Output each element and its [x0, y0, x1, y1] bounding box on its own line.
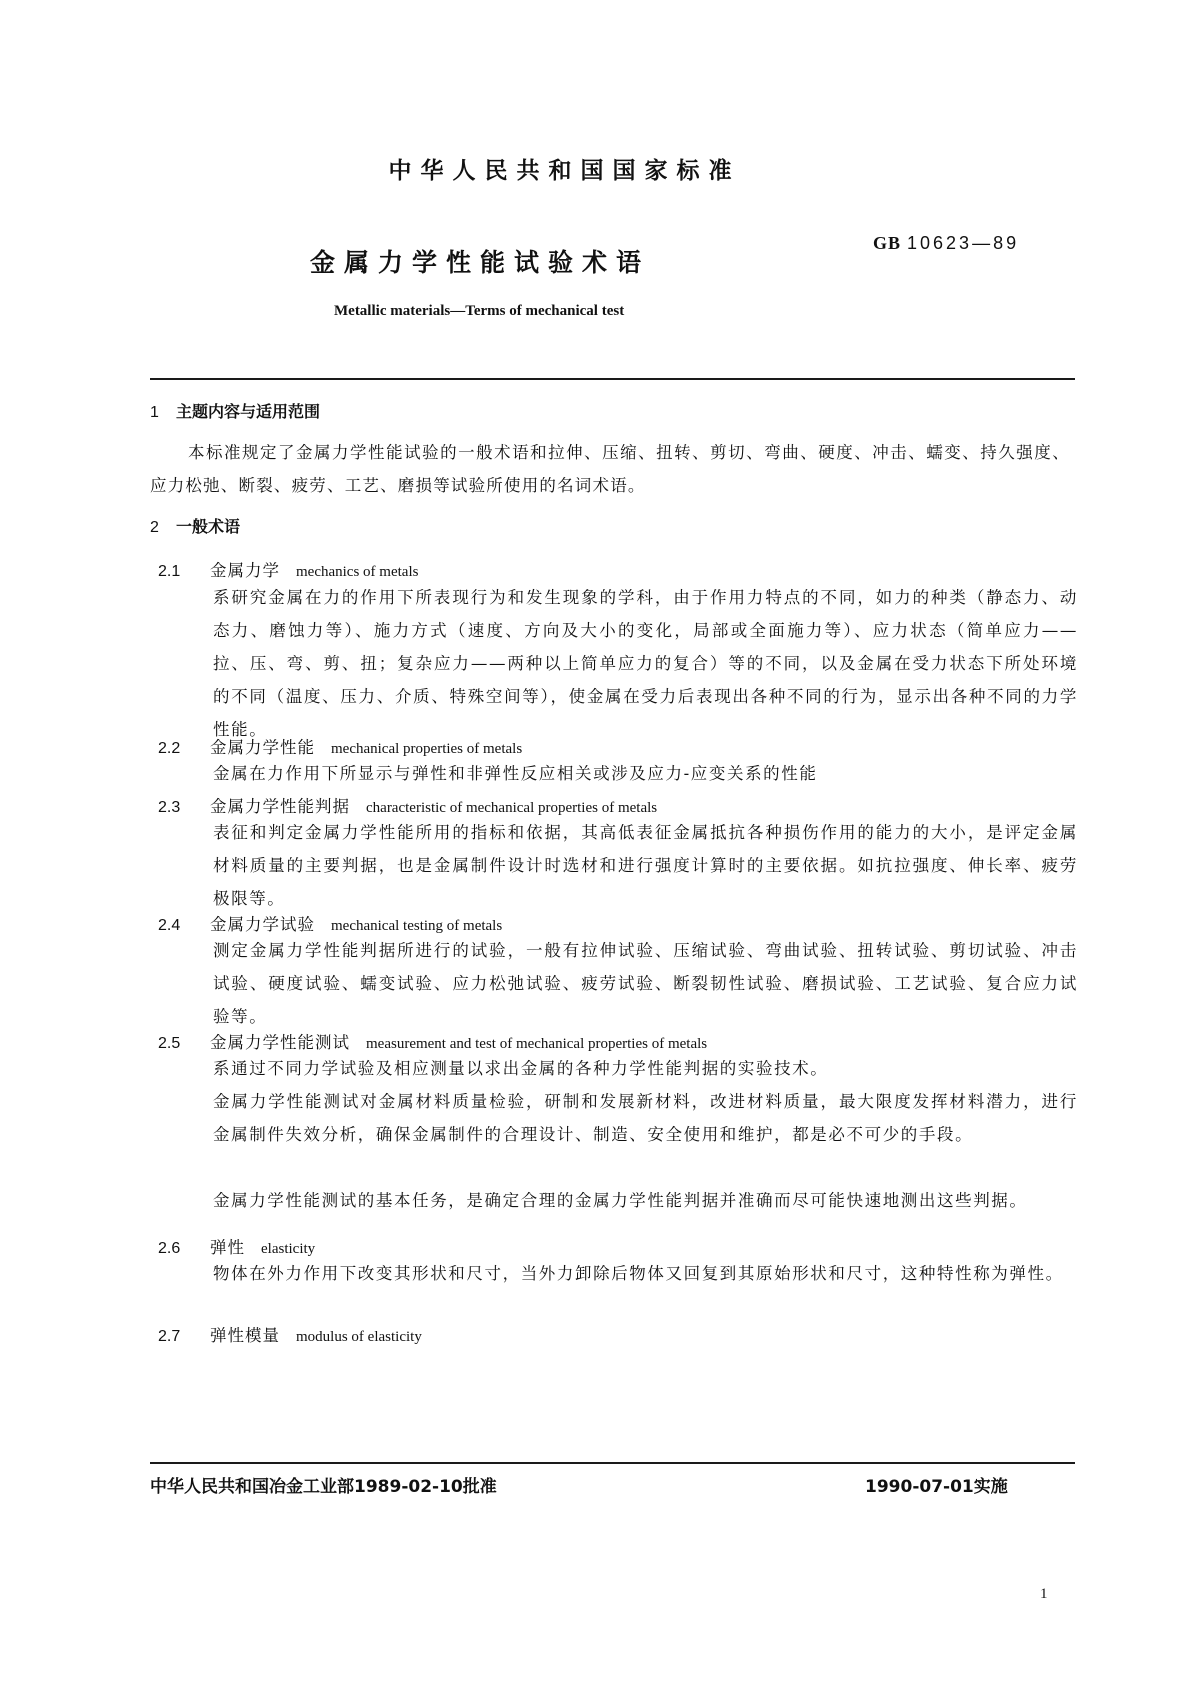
national-standard-text: 中华人民共和国国家标准 — [388, 158, 741, 184]
term-definition: 金属在力作用下所显示与弹性和非弹性反应相关或涉及应力-应变关系的性能 — [213, 764, 818, 783]
section-heading-1 — [150, 399, 320, 422]
page-number: 1 — [1040, 1586, 1048, 1602]
header-divider — [150, 378, 1075, 380]
term-heading-2-5 — [158, 1029, 707, 1053]
section-title: 一般术语 — [176, 517, 241, 536]
term-number: 2.3 — [158, 799, 181, 816]
term-en: measurement and test of mechanical properties of metals — [366, 1036, 708, 1052]
term-en: characteristic of mechanical properties of metals — [366, 800, 658, 816]
term-zh: 金属力学性能测试 — [210, 1033, 350, 1052]
section-number: 2 — [150, 519, 159, 536]
term-definition: 金属力学性能测试对金属材料质量检验，研制和发展新材料，改进材料质量，最大限度发挥材料潜力，进行金属制件失效分析，确保金属制件的合理设计、制造、安全使用和维护，都是必不可少的手段。 — [213, 1092, 1078, 1144]
standard-code — [873, 233, 1019, 254]
term-en: mechanics of metals — [296, 564, 419, 580]
term-definition: 物体在外力作用下改变其形状和尺寸，当外力卸除后物体又回复到其原始形状和尺寸，这种特性称为弹性。 — [213, 1264, 1064, 1283]
term-definition: 测定金属力学性能判据所进行的试验，一般有拉伸试验、压缩试验、弯曲试验、扭转试验、剪切试验、冲击试验、硬度试验、蠕变试验、应力松弛试验、疲劳试验、断裂韧性试验、磨损试验、工艺试验、复合应力试验等。 — [213, 941, 1078, 1026]
term-heading-2-4 — [158, 911, 502, 935]
document-title-zh: 金属力学性能试验术语 — [310, 248, 651, 277]
standard-code-prefix: GB — [873, 233, 902, 253]
term-heading-2-1 — [158, 557, 418, 581]
section-1-paragraph: 本标准规定了金属力学性能试验的一般术语和拉伸、压缩、扭转、剪切、弯曲、硬度、冲击、蠕变、持久强度、应力松弛、断裂、疲劳、工艺、磨损等试验所使用的名词术语。 — [150, 443, 1070, 495]
term-zh: 金属力学性能 — [210, 738, 315, 757]
term-zh: 金属力学 — [210, 561, 280, 580]
term-zh: 弹性模量 — [210, 1326, 280, 1345]
term-heading-2-7 — [158, 1322, 422, 1346]
term-heading-2-6 — [158, 1234, 315, 1258]
footer-divider — [150, 1462, 1075, 1464]
term-heading-2-3 — [158, 793, 657, 817]
term-zh: 金属力学试验 — [210, 915, 315, 934]
term-number: 2.4 — [158, 917, 181, 934]
section-title: 主题内容与适用范围 — [176, 402, 321, 421]
term-en: mechanical properties of metals — [331, 741, 523, 757]
document-title-en: Metallic materials—Terms of mechanical test — [334, 303, 625, 319]
national-standard-label — [0, 152, 1191, 185]
approval-info: 中华人民共和国冶金工业部1989-02-10批准 — [150, 1477, 497, 1497]
term-number: 2.6 — [158, 1240, 181, 1257]
section-heading-2 — [150, 514, 240, 537]
effective-date: 1990-07-01实施 — [865, 1477, 1008, 1497]
term-number: 2.2 — [158, 740, 181, 757]
term-en: modulus of elasticity — [296, 1329, 422, 1345]
term-en: mechanical testing of metals — [331, 918, 503, 934]
term-definition: 系通过不同力学试验及相应测量以求出金属的各种力学性能判据的实验技术。 — [213, 1059, 829, 1078]
term-zh: 金属力学性能判据 — [210, 797, 350, 816]
term-zh: 弹性 — [210, 1238, 245, 1257]
term-definition: 系研究金属在力的作用下所表现行为和发生现象的学科，由于作用力特点的不同，如力的种类（静态力、动态力、磨蚀力等）、施力方式（速度、方向及大小的变化，局部或全面施力等）、应力状态（简单应力——拉、压、弯、剪、扭；复杂应力——两种以上简单应力的复合）等的不同，以及金属在受力状态下所处环境的不同（温度、压力、介质、特殊空间等），使金属在受力后表现出各种不同的行为，显示出各种不同的力学性能。 — [213, 588, 1078, 739]
standard-code-number: 10623—89 — [907, 233, 1020, 253]
term-definition: 金属力学性能测试的基本任务，是确定合理的金属力学性能判据并准确而尽可能快速地测出这些判据。 — [213, 1191, 1028, 1210]
term-heading-2-2 — [158, 734, 522, 758]
term-number: 2.5 — [158, 1035, 181, 1052]
term-definition: 表征和判定金属力学性能所用的指标和依据，其高低表征金属抵抗各种损伤作用的能力的大小，是评定金属材料质量的主要判据，也是金属制件设计时选材和进行强度计算时的主要依据。如抗拉强度、伸长率、疲劳极限等。 — [213, 823, 1078, 908]
term-en: elasticity — [261, 1241, 316, 1257]
section-number: 1 — [150, 404, 159, 421]
term-number: 2.7 — [158, 1328, 181, 1345]
term-number: 2.1 — [158, 563, 181, 580]
